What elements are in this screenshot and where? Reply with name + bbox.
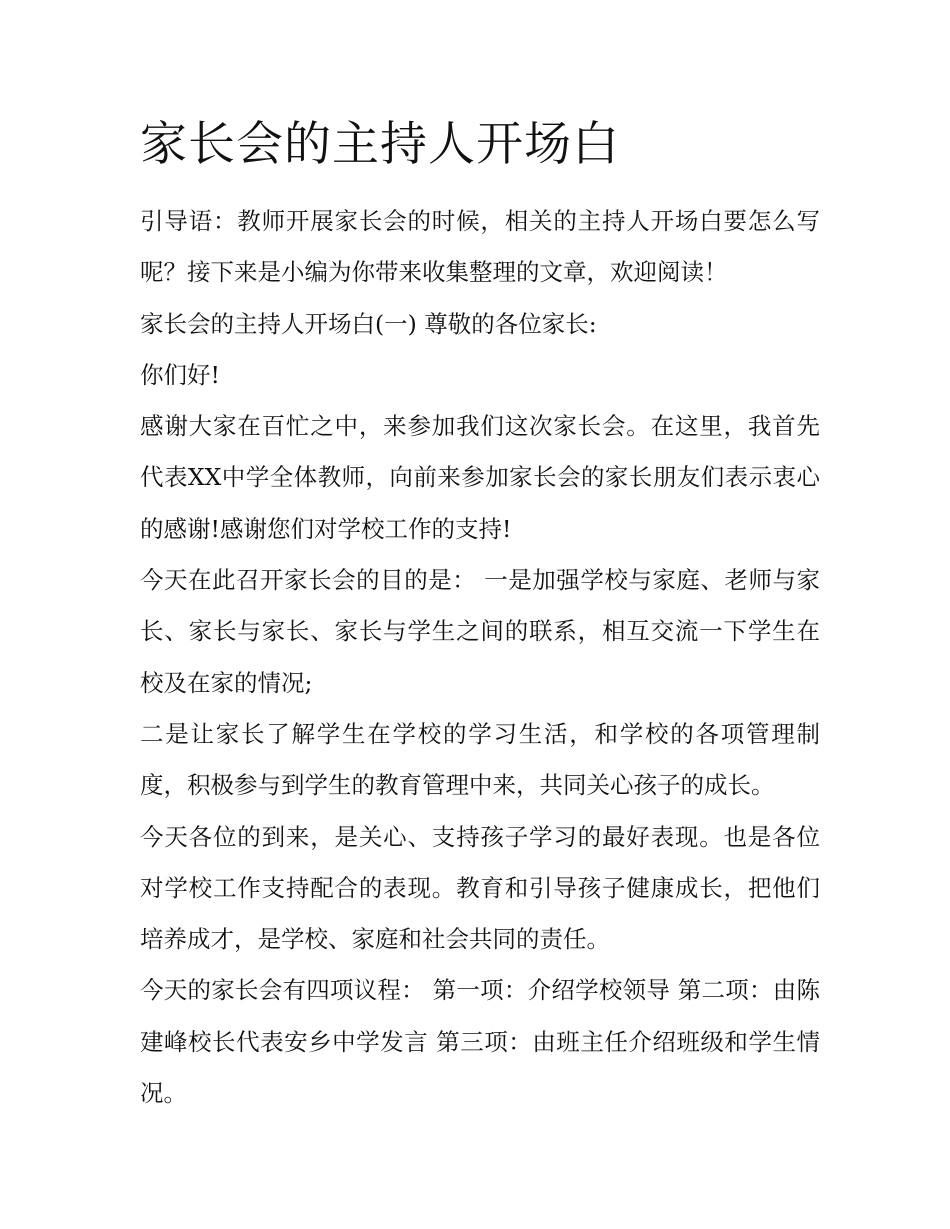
paragraph-intro: 引导语：教师开展家长会的时候，相关的主持人开场白要怎么写呢？接下来是小编为你带来收集整理的文章，欢迎阅读！ — [140, 207, 820, 287]
paragraph-responsibility: 今天各位的到来，是关心、支持孩子学习的最好表现。也是各位对学校工作支持配合的表现。教育和引导孩子健康成长，把他们培养成才，是学校、家庭和社会共同的责任。 — [140, 822, 820, 954]
paragraph-purpose-one: 今天在此召开家长会的目的是： 一是加强学校与家庭、老师与家长、家长与家长、家长与学生之间的联系，相互交流一下学生在校及在家的情况; — [140, 566, 820, 697]
paragraph-heading-part-one: 家长会的主持人开场白(一) 尊敬的各位家长: — [140, 309, 597, 338]
paragraph-thanks: 感谢大家在百忙之中，来参加我们这次家长会。在这里，我首先代表XX中学全体教师，向前来参加家长会的家长朋友们表示衷心的感谢!感谢您们对学校工作的支持! — [140, 412, 820, 543]
document-body — [140, 196, 820, 1119]
document-title: 家长会的主持人开场白 — [140, 117, 620, 172]
paragraph-purpose-two: 二是让家长了解学生在学校的学习生活，和学校的各项管理制度，积极参与到学生的教育管理中来，共同关心孩子的成长。 — [140, 719, 820, 800]
paragraph-greeting: 你们好! — [140, 360, 220, 389]
paragraph-agenda: 今天的家长会有四项议程： 第一项：介绍学校领导 第二项：由陈建峰校长代表安乡中学发言 第三项：由班主任介绍班级和学生情况。 — [140, 976, 820, 1108]
